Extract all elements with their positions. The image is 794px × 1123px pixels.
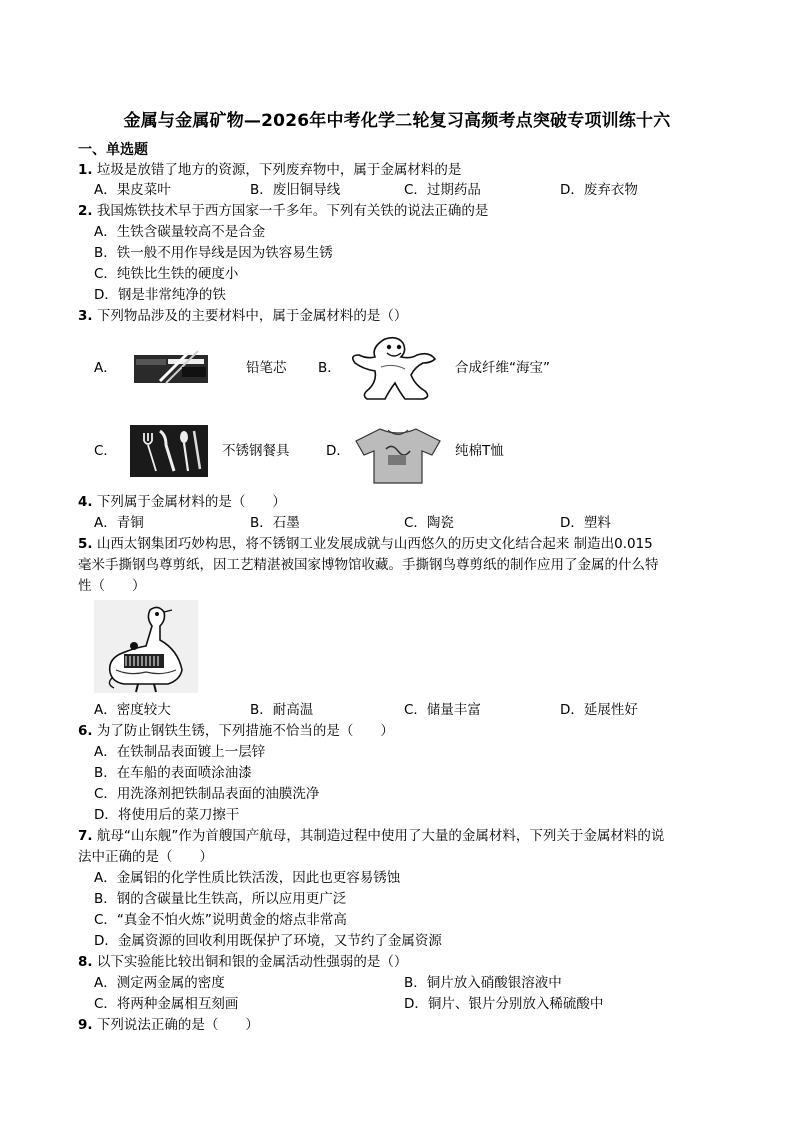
- q8-option-a: A．测定两金属的密度: [94, 975, 225, 991]
- question-5-stem-line2: 毫米手撕钢鸟尊剪纸，因工艺精湛被国家博物馆收藏。手撕钢鸟尊剪纸的制作应用了金属的什么特: [78, 557, 659, 573]
- q2-option-c: C．纯铁比生铁的硬度小: [94, 266, 239, 282]
- q1-option-a: A．果皮菜叶: [94, 182, 171, 198]
- q3-caption-d: 纯棉T恤: [455, 443, 504, 459]
- q5-option-b: B．耐高温: [250, 702, 314, 718]
- q7-option-a: A．金属铝的化学性质比铁活泼，因此也更容易锈蚀: [94, 870, 401, 886]
- q2-option-b: B．铁一般不用作导线是因为铁容易生锈: [94, 245, 333, 261]
- q3-option-d: D．: [326, 443, 350, 459]
- q3-caption-a: 铅笔芯: [246, 360, 287, 376]
- question-5-stem-line3: 性（ ）: [78, 578, 146, 594]
- question-2-stem: 2. 我国炼铁技术早于西方国家一千多年。下列有关铁的说法正确的是: [78, 203, 489, 219]
- q4-option-a: A．青铜: [94, 515, 144, 531]
- question-1-stem: 1. 垃圾是放错了地方的资源，下列废弃物中，属于金属材料的是: [78, 162, 462, 178]
- q6-option-d: D．将使用后的菜刀擦干: [94, 807, 240, 823]
- q5-option-d: D．延展性好: [560, 702, 638, 718]
- q3-option-b: B．: [318, 360, 341, 376]
- q2-option-a: A．生铁含碳量较高不是合金: [94, 224, 266, 240]
- question-5-stem-line1: 5. 山西太钢集团巧妙构思，将不锈钢工业发展成就与山西悠久的历史文化结合起来 制造出0.015: [78, 536, 653, 552]
- question-9-stem: 9. 下列说法正确的是（ ）: [78, 1017, 259, 1033]
- q3-caption-b: 合成纤维“海宝”: [455, 360, 550, 376]
- question-7-stem-line2: 法中正确的是（ ）: [78, 849, 213, 865]
- q1-option-c: C．过期药品: [404, 182, 481, 198]
- section-heading: 一、单选题: [78, 142, 148, 158]
- q1-option-d: D．废弃衣物: [560, 182, 638, 198]
- tableware-image: [130, 425, 208, 477]
- q6-option-b: B．在车船的表面喷涂油漆: [94, 765, 252, 781]
- q2-option-d: D．钢是非常纯净的铁: [94, 287, 226, 303]
- q6-option-c: C．用洗涤剂把铁制品表面的油膜洗净: [94, 786, 320, 802]
- question-8-stem: 8. 以下实验能比较出铜和银的金属活动性强弱的是（）: [78, 954, 408, 970]
- q1-option-b: B．废旧铜导线: [250, 182, 341, 198]
- q5-option-c: C．储量丰富: [404, 702, 481, 718]
- tshirt-image: [352, 425, 444, 485]
- q4-option-b: B．石墨: [250, 515, 300, 531]
- question-3-stem: 3. 下列物品涉及的主要材料中，属于金属材料的是（）: [78, 308, 408, 324]
- pencil-lead-image: [132, 345, 212, 390]
- q3-option-c: C．: [94, 443, 117, 459]
- q7-option-b: B．钢的含碳量比生铁高，所以应用更广泛: [94, 891, 347, 907]
- question-4-stem: 4. 下列属于金属材料的是（ ）: [78, 494, 286, 510]
- q7-option-c: C．“真金不怕火炼”说明黄金的熔点非常高: [94, 912, 347, 928]
- q3-option-a: A．: [94, 360, 117, 376]
- q5-option-a: A．密度较大: [94, 702, 171, 718]
- q8-option-c: C．将两种金属相互刻画: [94, 996, 239, 1012]
- q8-option-d: D．铜片、银片分别放入稀硫酸中: [404, 996, 604, 1012]
- q3-caption-c: 不锈钢餐具: [222, 443, 290, 459]
- page-title: 金属与金属矿物—2026年中考化学二轮复习高频考点突破专项训练十六: [123, 111, 671, 131]
- question-6-stem: 6. 为了防止钢铁生锈，下列措施不恰当的是（ ）: [78, 723, 394, 739]
- bird-paper-cut-image: [94, 600, 198, 693]
- question-7-stem-line1: 7. 航母“山东舰”作为首艘国产航母，其制造过程中使用了大量的金属材料，下列关于金属材料的说: [78, 828, 665, 844]
- q8-option-b: B．铜片放入硝酸银溶液中: [404, 975, 562, 991]
- haibao-mascot-image: [345, 333, 445, 403]
- q4-option-c: C．陶瓷: [404, 515, 454, 531]
- q7-option-d: D．金属资源的回收利用既保护了环境，又节约了金属资源: [94, 933, 442, 949]
- q4-option-d: D．塑料: [560, 515, 611, 531]
- q6-option-a: A．在铁制品表面镀上一层锌: [94, 744, 266, 760]
